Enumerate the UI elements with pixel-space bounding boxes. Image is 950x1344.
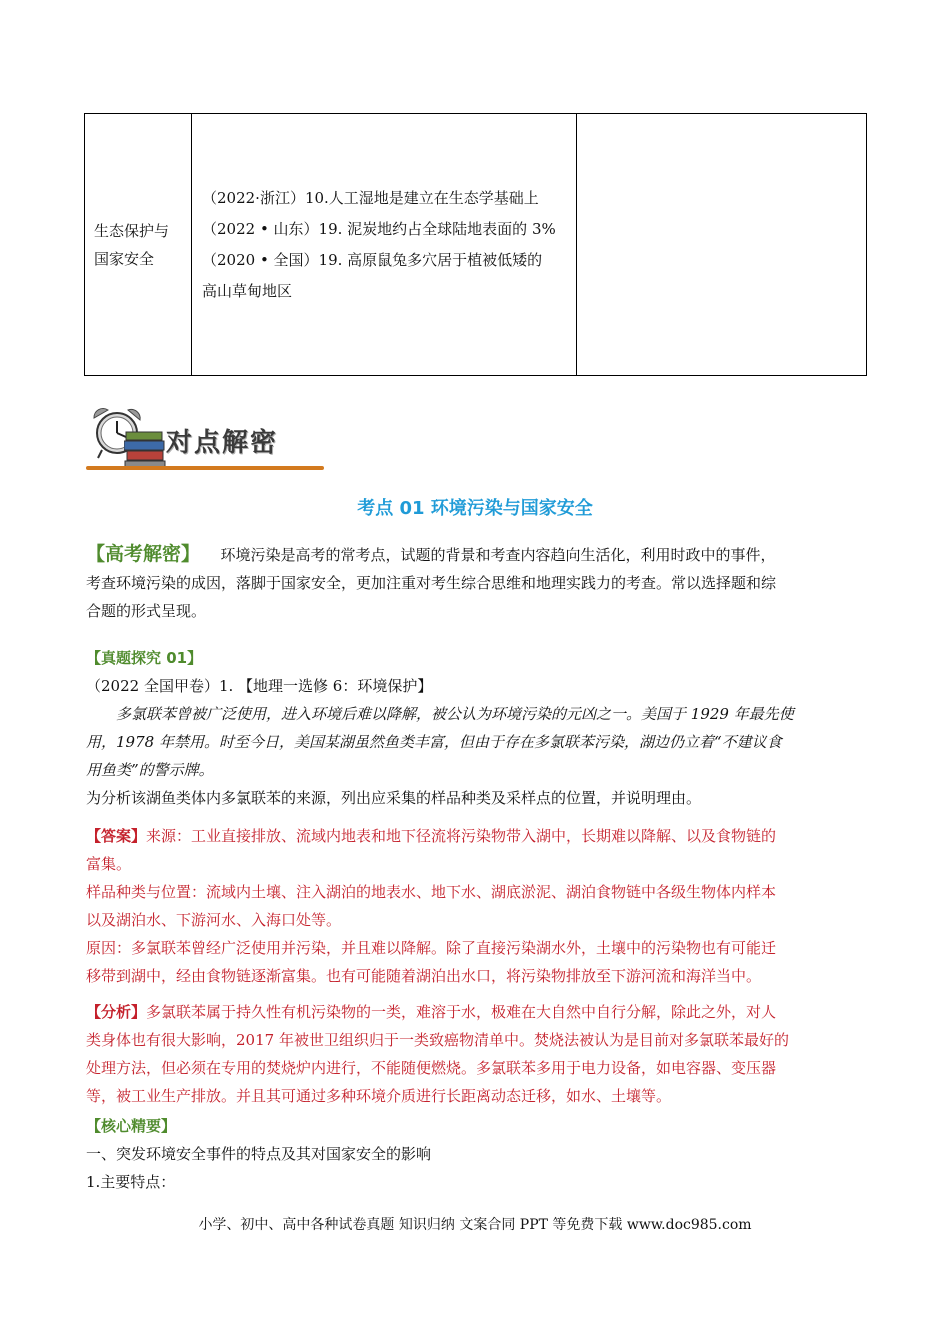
exam-item: 高山草甸地区 [202,281,293,300]
gaokao-line: 环境污染是高考的常考点，试题的背景和考查内容趋向生活化，利用时政中的事件， [190,546,776,564]
gaokao-label: 【高考解密】 [86,543,191,565]
table-row [85,114,867,376]
answer-line: 来源：工业直接排放、流域内地表和地下径流将污染物带入湖中，长期难以降解、以及食物链的 [146,827,777,845]
zhenti-paragraph: 用，1978 年禁用。时至今日，美国某湖虽然鱼类丰富，但由于存在多氯联苯污染，湖边仍立着“不建议食 [86,733,782,751]
exam-items-cell [192,114,577,376]
answer-line: 以及湖泊水、下游河水、入海口处等。 [86,911,342,929]
empty-cell [577,114,867,376]
zhenti-paragraph: 多氯联苯曾被广泛使用，进入环境后难以降解，被公认为环境污染的元凶之一。美国于 1929 年最先使 [116,705,794,723]
gaokao-block [86,540,866,625]
gaokao-line: 合题的形式呈现。 [86,602,207,620]
analysis-line: 多氯联苯属于持久性有机污染物的一类，难溶于水，极难在大自然中自行分解，除此之外，对人 [146,1003,777,1021]
books-icon [124,428,166,468]
page-footer: 小学、初中、高中各种试卷真题 知识归纳 文案合同 PPT 等免费下载 www.doc985.com [198,1217,752,1233]
banner-title: 对点解密 [166,428,279,458]
zhenti-block [86,644,866,812]
exam-item: （2022·浙江）10.人工湿地是建立在生态学基础上 [202,188,539,207]
answer-line: 样品种类与位置：流域内土壤、注入湖泊的地表水、地下水、湖底淤泥、湖泊食物链中各级生物体内样本 [86,883,777,901]
section-title: 考点 01 环境污染与国家安全 [357,498,593,519]
answer-line: 原因：多氯联苯曾经广泛使用并污染，并且难以降解。除了直接污染湖水外，土壤中的污染物也有可能迁 [86,939,777,957]
topic-label-line: 国家安全 [94,249,155,268]
gaokao-line: 考查环境污染的成因，落脚于国家安全，更加注重对考生综合思维和地理实践力的考查。常以选择题和综 [86,574,777,592]
core-label: 【核心精要】 [86,1117,177,1135]
zhenti-source: （2022 全国甲卷）1. 【地理一选修 6：环境保护】 [86,677,433,695]
analysis-line: 等，被工业生产排放。并且其可通过多种环境介质进行长距离动态迁移，如水、土壤等。 [86,1087,672,1105]
topics-table [84,113,867,376]
analysis-line: 类身体也有很大影响，2017 年被世卫组织归于一类致癌物清单中。焚烧法被认为是目前对多氯联苯最好的 [86,1031,789,1049]
banner-underline [86,466,324,470]
core-block [86,1112,866,1196]
topic-label-cell [85,114,192,376]
topic-label-line: 生态保护与 [94,221,170,240]
analysis-line: 处理方法，但必须在专用的焚烧炉内进行，不能随便燃烧。多氯联苯多用于电力设备，如电容器、变压器 [86,1059,777,1077]
zhenti-paragraph: 用鱼类”的警示牌。 [86,761,214,779]
answer-line: 富集。 [86,855,132,873]
zhenti-question: 为分析该湖鱼类体内多氯联苯的来源，列出应采集的样品种类及采样点的位置，并说明理由。 [86,789,702,807]
answer-block [86,822,866,990]
analysis-block [86,998,866,1110]
section-banner [86,402,326,472]
zhenti-label: 【真题探究 01】 [86,649,203,667]
core-line: 一、突发环境安全事件的特点及其对国家安全的影响 [86,1145,432,1163]
exam-item: （2022 • 山东）19. 泥炭地约占全球陆地表面的 3% [202,219,556,238]
answer-line: 移带到湖中，经由食物链逐渐富集。也有可能随着湖泊出水口，将污染物排放至下游河流和海洋当中。 [86,967,762,985]
analysis-label: 【分析】 [86,1003,147,1021]
exam-item: （2020 • 全国）19. 高原鼠兔多穴居于植被低矮的 [202,250,543,269]
core-line: 1.主要特点： [86,1173,176,1191]
answer-label: 【答案】 [86,827,147,845]
